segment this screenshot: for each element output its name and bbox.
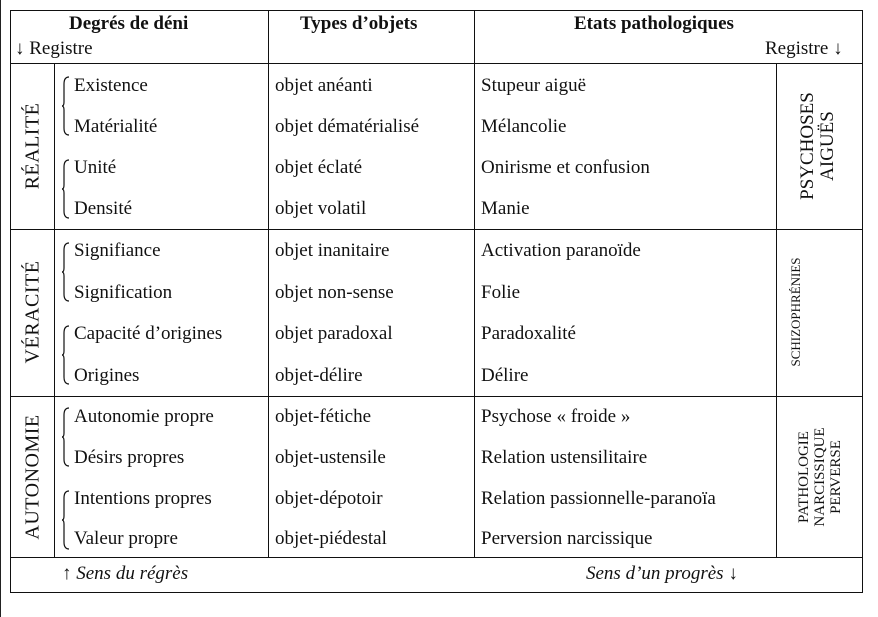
footer-progres: Sens d’un progrès ↓ [586, 563, 738, 584]
degree-cell: Autonomie propre [74, 406, 214, 427]
side-col-divider [776, 63, 777, 557]
object-cell: objet inanitaire [275, 240, 390, 261]
col-divider-1 [268, 10, 269, 557]
header-object-types: Types d’objets [300, 13, 418, 34]
object-cell: objet anéanti [275, 75, 373, 96]
object-cell: objet-fétiche [275, 406, 372, 427]
state-cell: Paradoxalité [481, 323, 576, 344]
state-cell: Manie [481, 198, 530, 219]
footer-regres: ↑ Sens du régrès [62, 563, 189, 584]
state-cell: Activation paranoïde [481, 240, 641, 261]
state-cell: Relation ustensilitaire [481, 447, 648, 468]
state-cell: Relation passionnelle-paranoïa [481, 488, 716, 509]
state-cell: Stupeur aiguë [481, 75, 587, 96]
degree-cell: Densité [74, 198, 133, 219]
degree-cell: Unité [74, 157, 117, 178]
header-pathological-states: Etats pathologiques [574, 13, 734, 34]
state-cell: Mélancolie [481, 116, 567, 137]
group-label-realite: RÉALITÉ [21, 102, 44, 190]
group-label-autonomie: AUTONOMIE [21, 414, 44, 540]
object-cell: objet-délire [275, 365, 363, 386]
group-divider-2 [10, 396, 863, 397]
side-narc-line-2: NARCISSIQUE [812, 427, 828, 527]
state-cell: Délire [481, 365, 529, 386]
degree-cell: Désirs propres [74, 447, 185, 468]
degree-cell: Intentions propres [74, 488, 212, 509]
registre-right: Registre ↓ [765, 38, 843, 59]
degree-cell: Matérialité [74, 116, 158, 137]
state-cell: Perversion narcissique [481, 528, 653, 549]
degree-cell: Valeur propre [74, 528, 178, 549]
object-cell: objet volatil [275, 198, 367, 219]
brace-veracite-2 [62, 325, 70, 385]
header-divider [10, 63, 863, 64]
object-cell: objet-piédestal [275, 528, 387, 549]
brace-veracite-1 [62, 242, 70, 302]
degree-cell: Existence [74, 75, 148, 96]
side-label-schizophrenies: SCHIZOPHRÉNIES [788, 257, 803, 367]
state-cell: Onirisme et confusion [481, 157, 650, 178]
brace-realite-2 [62, 159, 70, 219]
side-narc-line-1: PATHOLOGIE [796, 431, 812, 523]
side-narc-line-3: PERVERSE [828, 440, 844, 514]
registre-left: ↓ Registre [15, 38, 93, 59]
object-cell: objet paradoxal [275, 323, 393, 344]
side-psychoses-line-2: AIGUËS [817, 111, 838, 181]
group-label-veracite: VÉRACITÉ [21, 260, 44, 364]
group-divider-1 [10, 229, 863, 230]
label-col-divider [54, 63, 55, 557]
brace-autonomie-2 [62, 490, 70, 550]
brace-realite-1 [62, 76, 70, 136]
page-left-rule [0, 0, 1, 617]
degree-cell: Signifiance [74, 240, 161, 261]
object-cell: objet éclaté [275, 157, 363, 178]
object-cell: objet non-sense [275, 282, 394, 303]
object-cell: objet dématérialisé [275, 116, 420, 137]
brace-autonomie-1 [62, 407, 70, 467]
object-cell: objet-ustensile [275, 447, 386, 468]
header-degrees: Degrés de déni [69, 13, 189, 34]
side-label-narcissique [796, 427, 844, 526]
side-label-psychoses [798, 92, 838, 200]
side-psychoses-line-1: PSYCHOSES [797, 92, 818, 200]
footer-divider [10, 557, 863, 558]
state-cell: Psychose « froide » [481, 406, 631, 427]
degree-cell: Signification [74, 282, 173, 303]
degree-cell: Capacité d’origines [74, 323, 223, 344]
col-divider-2 [474, 10, 475, 557]
state-cell: Folie [481, 282, 521, 303]
object-cell: objet-dépotoir [275, 488, 383, 509]
degree-cell: Origines [74, 365, 140, 386]
